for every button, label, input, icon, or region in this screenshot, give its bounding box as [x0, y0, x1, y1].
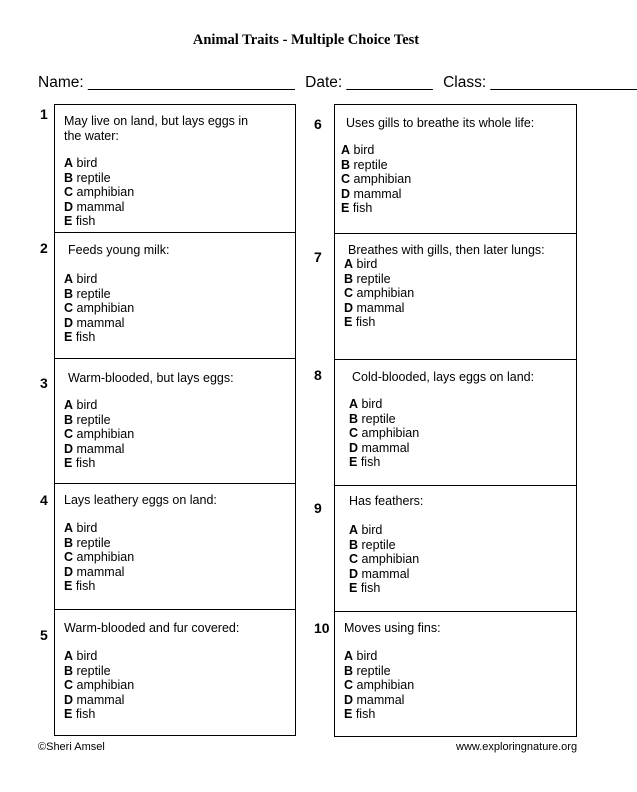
answer-option[interactable]	[64, 272, 134, 287]
option-letter: E	[341, 201, 350, 216]
answer-option[interactable]	[64, 156, 134, 171]
question-number-2: 2	[40, 240, 48, 256]
question-text-6: Uses gills to breathe its whole life:	[346, 116, 535, 130]
answer-option[interactable]	[349, 397, 419, 412]
option-text: fish	[72, 214, 96, 229]
answer-option[interactable]	[349, 455, 419, 470]
option-text: fish	[72, 579, 96, 594]
option-text: reptile	[73, 412, 111, 427]
answer-options-10	[344, 649, 414, 722]
option-letter: A	[349, 523, 359, 537]
option-text: bird	[358, 523, 383, 537]
answer-option[interactable]	[344, 286, 414, 301]
question-text-7: Breathes with gills, then later lungs:	[348, 243, 545, 257]
option-letter: E	[64, 707, 73, 722]
student-info-row	[38, 74, 637, 92]
answer-option[interactable]	[64, 301, 134, 316]
option-letter: D	[64, 199, 74, 214]
answer-option[interactable]	[349, 552, 419, 567]
option-letter: B	[64, 412, 74, 427]
option-text: bird	[358, 397, 383, 411]
option-letter: B	[349, 537, 359, 552]
option-letter: D	[344, 300, 354, 315]
answer-options-2	[64, 272, 134, 345]
answer-option[interactable]	[349, 426, 419, 441]
question-number-1: 1	[40, 106, 48, 122]
answer-option[interactable]	[341, 143, 411, 158]
option-text: reptile	[73, 286, 111, 301]
answer-option[interactable]	[64, 693, 134, 708]
option-letter: D	[64, 564, 74, 579]
answer-option[interactable]	[64, 427, 134, 442]
answer-option[interactable]	[344, 664, 414, 679]
option-letter: A	[64, 521, 74, 535]
answer-option[interactable]	[344, 693, 414, 708]
option-text: mammal	[353, 300, 405, 315]
date-field[interactable]: __________	[346, 74, 433, 91]
option-text: fish	[352, 707, 376, 722]
question-text-1: May live on land, but lays eggs in the water:	[64, 114, 249, 143]
option-text: reptile	[73, 170, 111, 185]
question-text-8: Cold-blooded, lays eggs on land:	[352, 370, 535, 384]
option-letter: C	[64, 427, 74, 442]
option-letter: B	[64, 286, 74, 301]
option-letter: A	[341, 143, 351, 157]
answer-option[interactable]	[64, 330, 134, 345]
name-field[interactable]: ________________________	[87, 74, 295, 91]
option-letter: B	[64, 535, 74, 550]
option-letter: B	[341, 157, 351, 172]
answer-options-6	[341, 143, 411, 216]
option-text: bird	[350, 143, 375, 157]
answer-option[interactable]	[64, 536, 134, 551]
class-label: Class:	[443, 74, 487, 91]
question-text-4: Lays leathery eggs on land:	[64, 493, 217, 507]
option-letter: D	[344, 692, 354, 707]
answer-option[interactable]	[64, 171, 134, 186]
option-letter: E	[64, 456, 73, 471]
option-letter: C	[349, 552, 359, 567]
option-letter: E	[349, 455, 358, 470]
answer-option[interactable]	[341, 201, 411, 216]
option-letter: A	[64, 398, 74, 412]
option-letter: E	[349, 581, 358, 596]
answer-options-7	[344, 257, 414, 330]
answer-options-1	[64, 156, 134, 229]
answer-option[interactable]	[344, 649, 414, 664]
answer-option[interactable]	[349, 441, 419, 456]
option-letter: D	[341, 186, 351, 201]
option-text: bird	[73, 156, 98, 170]
question-text-3: Warm-blooded, but lays eggs:	[68, 371, 234, 385]
option-text: bird	[73, 272, 98, 286]
option-text: amphibian	[73, 550, 135, 565]
option-text: bird	[73, 521, 98, 535]
option-letter: E	[64, 330, 73, 345]
option-text: amphibian	[358, 552, 420, 567]
answer-option[interactable]	[344, 678, 414, 693]
answer-option[interactable]	[64, 287, 134, 302]
option-text: fish	[72, 707, 96, 722]
option-text: fish	[357, 455, 381, 470]
option-text: reptile	[353, 663, 391, 678]
option-letter: C	[64, 678, 74, 693]
option-text: amphibian	[353, 286, 415, 301]
answer-option[interactable]	[64, 707, 134, 722]
option-letter: D	[64, 441, 74, 456]
option-text: bird	[353, 257, 378, 271]
option-letter: E	[344, 315, 353, 330]
option-letter: E	[344, 707, 353, 722]
answer-option[interactable]	[349, 412, 419, 427]
option-letter: E	[64, 214, 73, 229]
answer-options-8	[349, 397, 419, 470]
option-letter: C	[64, 185, 74, 200]
option-text: mammal	[358, 440, 410, 455]
option-text: reptile	[350, 157, 388, 172]
option-text: mammal	[350, 186, 402, 201]
option-text: amphibian	[73, 185, 135, 200]
answer-options-3	[64, 398, 134, 471]
option-letter: B	[64, 663, 74, 678]
name-label: Name:	[38, 74, 84, 91]
answer-option[interactable]	[64, 550, 134, 565]
option-letter: A	[64, 156, 74, 170]
question-text-5: Warm-blooded and fur covered:	[64, 621, 240, 635]
question-number-8: 8	[314, 367, 322, 383]
answer-option[interactable]	[341, 187, 411, 202]
answer-options-4	[64, 521, 134, 594]
question-number-9: 9	[314, 500, 322, 516]
answer-options-5	[64, 649, 134, 722]
option-text: reptile	[358, 537, 396, 552]
question-text-9: Has feathers:	[349, 494, 424, 508]
option-letter: A	[64, 649, 74, 663]
answer-option[interactable]	[341, 158, 411, 173]
option-letter: A	[349, 397, 359, 411]
option-letter: D	[349, 440, 359, 455]
answer-option[interactable]	[349, 538, 419, 553]
answer-option[interactable]	[64, 521, 134, 536]
option-text: fish	[72, 330, 96, 345]
option-text: amphibian	[358, 426, 420, 441]
option-text: mammal	[73, 441, 125, 456]
option-letter: C	[349, 426, 359, 441]
question-text-2: Feeds young milk:	[68, 243, 170, 257]
answer-option[interactable]	[64, 664, 134, 679]
answer-option[interactable]	[64, 214, 134, 229]
question-number-10: 10	[314, 620, 330, 636]
option-letter: D	[64, 692, 74, 707]
date-label: Date:	[305, 74, 343, 91]
option-letter: B	[344, 271, 354, 286]
option-text: fish	[357, 581, 381, 596]
question-number-4: 4	[40, 492, 48, 508]
answer-option[interactable]	[64, 565, 134, 580]
answer-option[interactable]	[64, 579, 134, 594]
answer-option[interactable]	[64, 456, 134, 471]
option-letter: E	[64, 579, 73, 594]
option-text: bird	[73, 649, 98, 663]
copyright-text: ©Sheri Amsel	[38, 741, 105, 753]
option-text: amphibian	[73, 427, 135, 442]
option-letter: D	[64, 315, 74, 330]
option-text: fish	[72, 456, 96, 471]
option-letter: A	[64, 272, 74, 286]
answer-option[interactable]	[341, 172, 411, 187]
answer-option[interactable]	[344, 301, 414, 316]
answer-option[interactable]	[64, 316, 134, 331]
option-letter: B	[64, 170, 74, 185]
option-letter: B	[344, 663, 354, 678]
answer-option[interactable]	[64, 678, 134, 693]
answer-option[interactable]	[344, 707, 414, 722]
answer-options-9	[349, 523, 419, 596]
option-letter: C	[344, 286, 354, 301]
option-letter: A	[344, 257, 354, 271]
answer-option[interactable]	[344, 272, 414, 287]
answer-option[interactable]	[349, 581, 419, 596]
answer-option[interactable]	[64, 200, 134, 215]
option-text: mammal	[73, 564, 125, 579]
option-text: bird	[73, 398, 98, 412]
option-text: fish	[352, 315, 376, 330]
answer-option[interactable]	[349, 523, 419, 538]
option-text: amphibian	[73, 678, 135, 693]
option-text: reptile	[358, 411, 396, 426]
option-text: bird	[353, 649, 378, 663]
website-text: www.exploringnature.org	[456, 741, 578, 753]
answer-option[interactable]	[344, 257, 414, 272]
answer-option[interactable]	[64, 398, 134, 413]
question-number-3: 3	[40, 375, 48, 391]
question-text-10: Moves using fins:	[344, 621, 441, 635]
option-text: mammal	[73, 199, 125, 214]
answer-option[interactable]	[349, 567, 419, 582]
option-text: mammal	[358, 566, 410, 581]
answer-option[interactable]	[344, 315, 414, 330]
option-text: mammal	[73, 692, 125, 707]
answer-option[interactable]	[64, 185, 134, 200]
option-text: mammal	[73, 315, 125, 330]
option-text: reptile	[73, 663, 111, 678]
option-text: amphibian	[353, 678, 415, 693]
question-number-5: 5	[40, 627, 48, 643]
question-number-6: 6	[314, 116, 322, 132]
option-letter: A	[344, 649, 354, 663]
answer-option[interactable]	[64, 649, 134, 664]
answer-option[interactable]	[64, 442, 134, 457]
option-text: reptile	[353, 271, 391, 286]
option-text: amphibian	[350, 172, 412, 187]
option-letter: C	[344, 678, 354, 693]
option-letter: B	[349, 411, 359, 426]
option-text: amphibian	[73, 301, 135, 316]
option-letter: C	[341, 172, 351, 187]
class-field[interactable]: _________________	[490, 74, 637, 91]
option-letter: C	[64, 301, 74, 316]
page-title: Animal Traits - Multiple Choice Test	[192, 32, 420, 48]
answer-option[interactable]	[64, 413, 134, 428]
option-letter: D	[349, 566, 359, 581]
option-letter: C	[64, 550, 74, 565]
option-text: reptile	[73, 535, 111, 550]
question-number-7: 7	[314, 249, 322, 265]
option-text: mammal	[353, 692, 405, 707]
option-text: fish	[349, 201, 373, 216]
